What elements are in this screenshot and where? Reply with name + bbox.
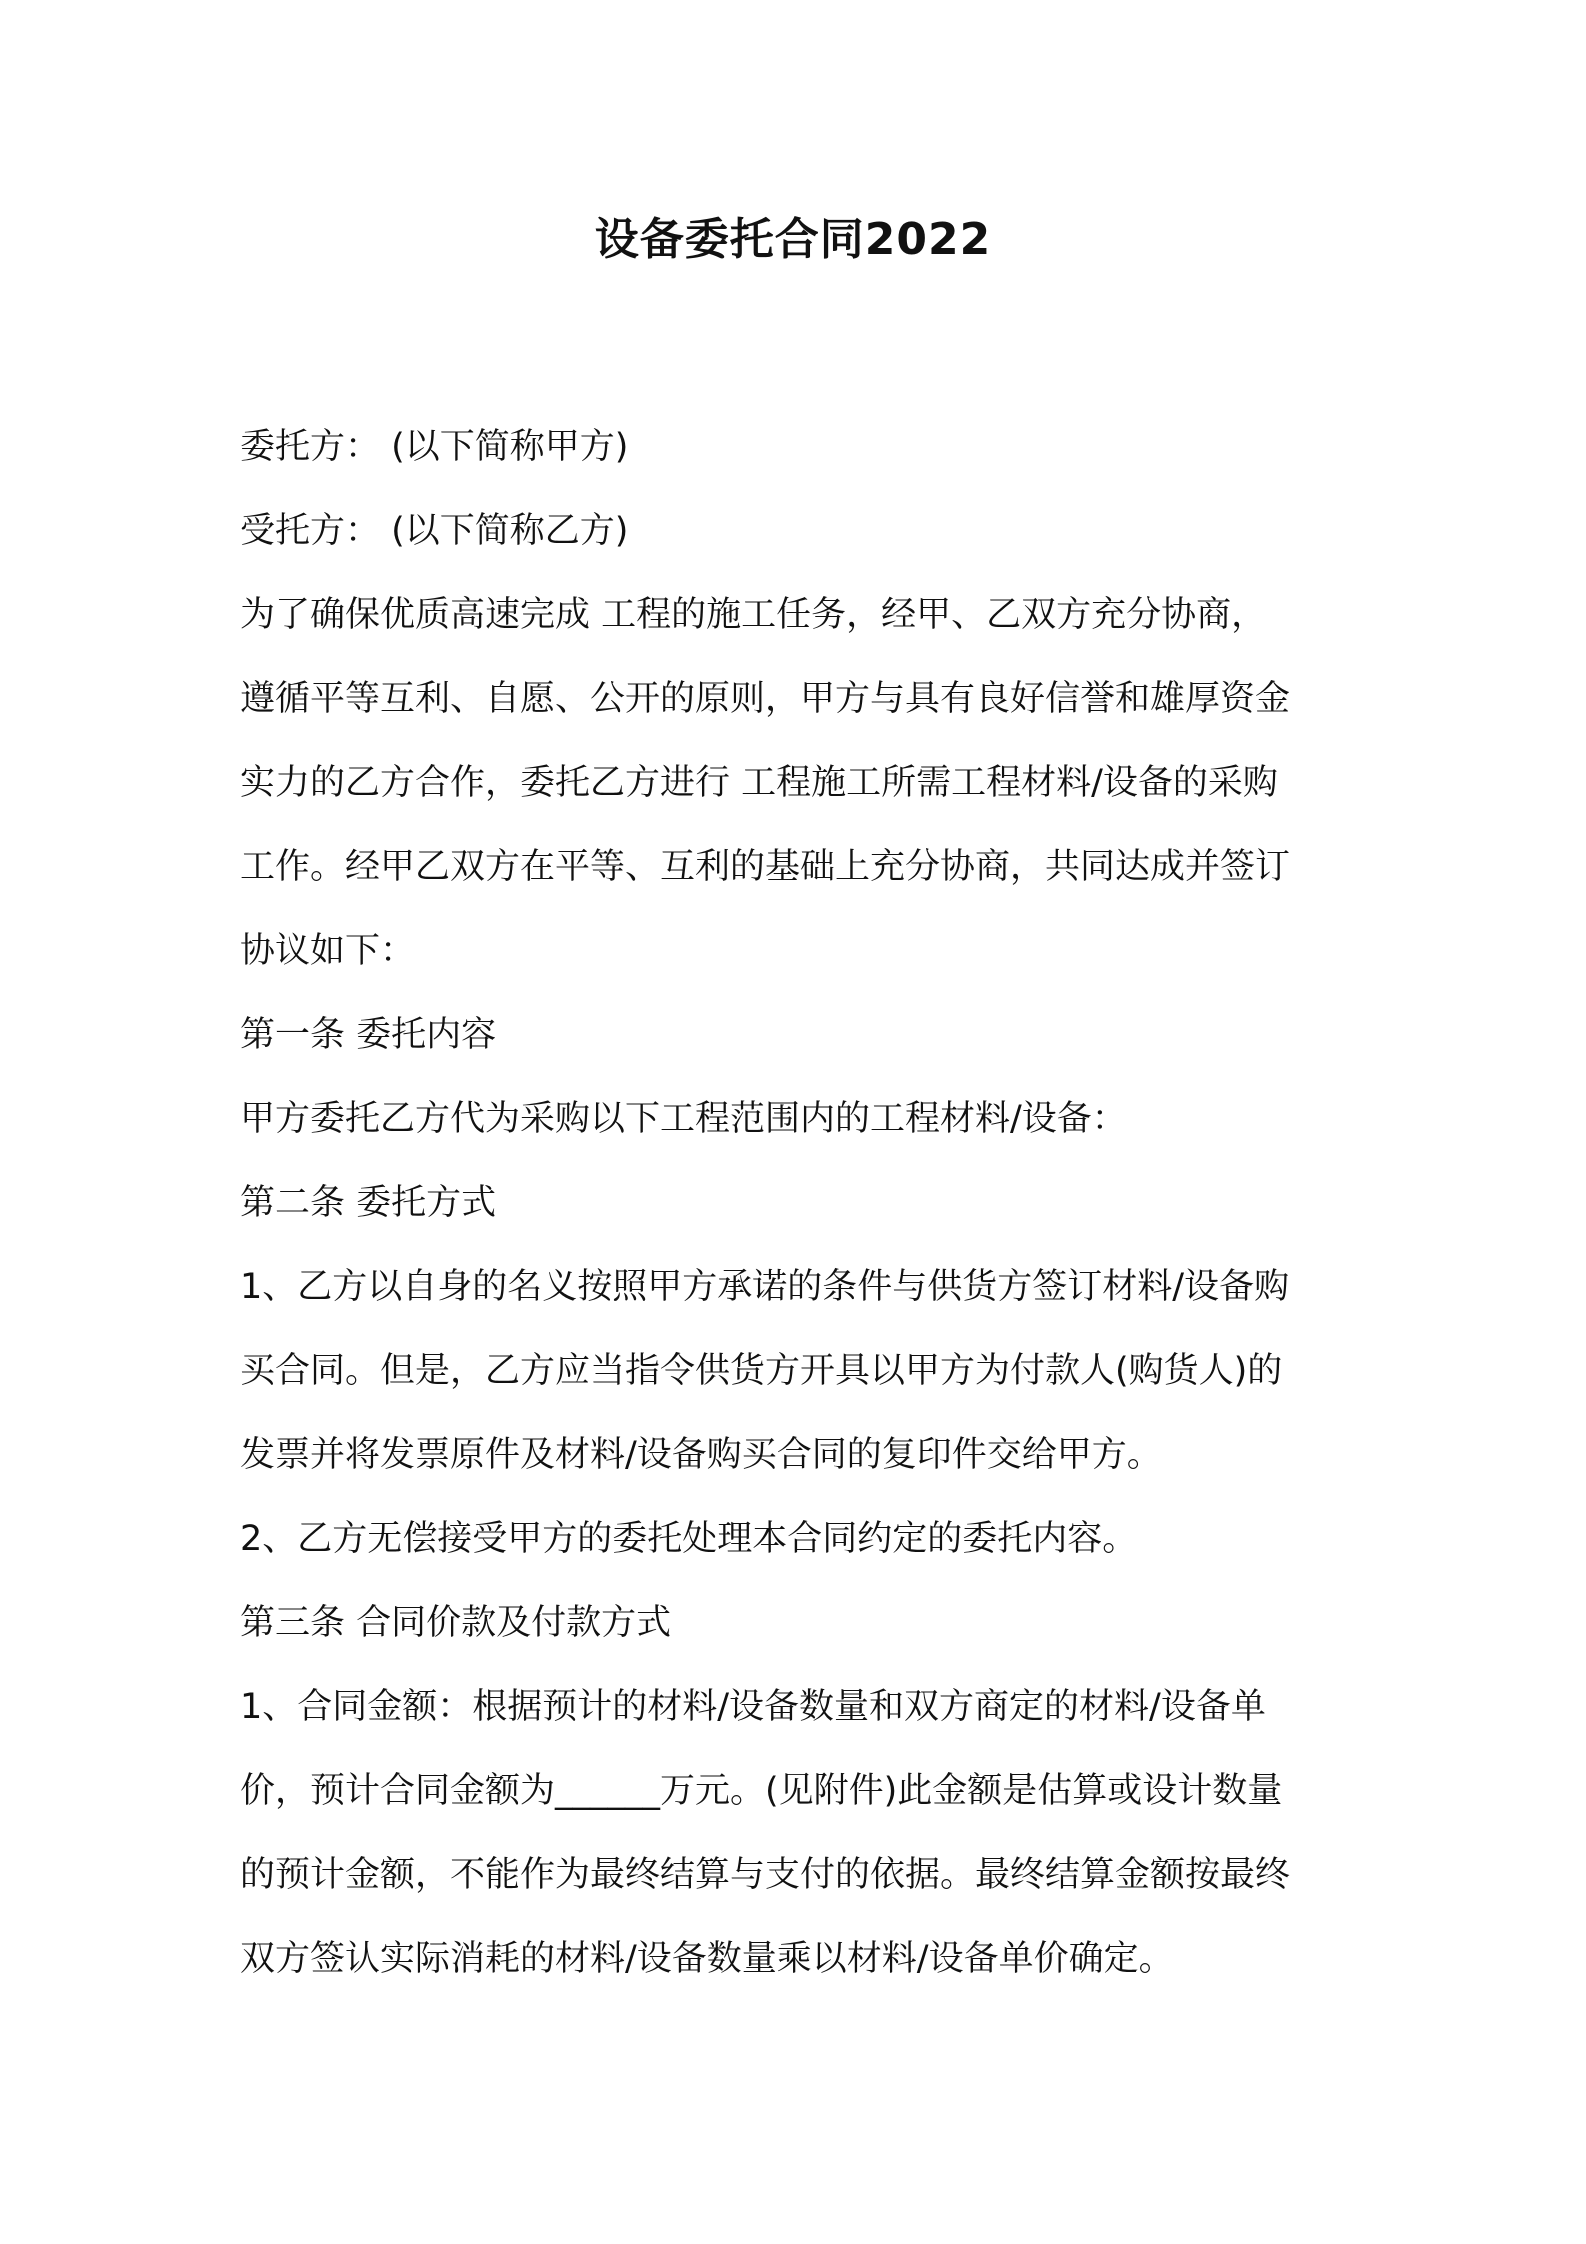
article-3-clause-1: 的预计金额，不能作为最终结算与支付的依据。最终结算金额按最终 <box>240 1855 1291 1895</box>
document-title: 设备委托合同2022 <box>594 214 992 265</box>
preamble-line: 实力的乙方合作，委托乙方进行 工程施工所需工程材料/设备的采购 <box>240 763 1278 803</box>
trustee-party-line: 受托方： (以下简称乙方) <box>240 511 629 551</box>
client-party-line: 委托方： (以下简称甲方) <box>240 427 629 467</box>
preamble-line: 协议如下： <box>240 931 416 971</box>
article-3-clause-1: 1、合同金额：根据预计的材料/设备数量和双方商定的材料/设备单 <box>240 1687 1266 1727</box>
article-2-clause-2: 2、乙方无偿接受甲方的委托处理本合同约定的委托内容。 <box>240 1519 1138 1559</box>
preamble-line: 工作。经甲乙双方在平等、互利的基础上充分协商，共同达成并签订 <box>240 847 1291 887</box>
article-3-clause-1: 双方签认实际消耗的材料/设备数量乘以材料/设备单价确定。 <box>240 1939 1174 1979</box>
preamble-line: 为了确保优质高速完成 工程的施工任务，经甲、乙双方充分协商， <box>240 595 1267 635</box>
article-3-clause-1: 价，预计合同金额为______万元。(见附件)此金额是估算或设计数量 <box>240 1771 1283 1811</box>
article-1-heading: 第一条 委托内容 <box>240 1015 497 1055</box>
article-2-clause-1: 买合同。但是，乙方应当指令供货方开具以甲方为付款人(购货人)的 <box>240 1351 1283 1391</box>
article-1-text: 甲方委托乙方代为采购以下工程范围内的工程材料/设备： <box>240 1099 1127 1139</box>
article-2-heading: 第二条 委托方式 <box>240 1183 497 1223</box>
article-2-clause-1: 1、乙方以自身的名义按照甲方承诺的条件与供货方签订材料/设备购 <box>240 1267 1290 1307</box>
document-body <box>240 405 1360 2001</box>
preamble-line: 遵循平等互利、自愿、公开的原则，甲方与具有良好信誉和雄厚资金 <box>240 679 1291 719</box>
article-2-clause-1: 发票并将发票原件及材料/设备购买合同的复印件交给甲方。 <box>240 1435 1162 1475</box>
article-3-heading: 第三条 合同价款及付款方式 <box>240 1603 672 1643</box>
